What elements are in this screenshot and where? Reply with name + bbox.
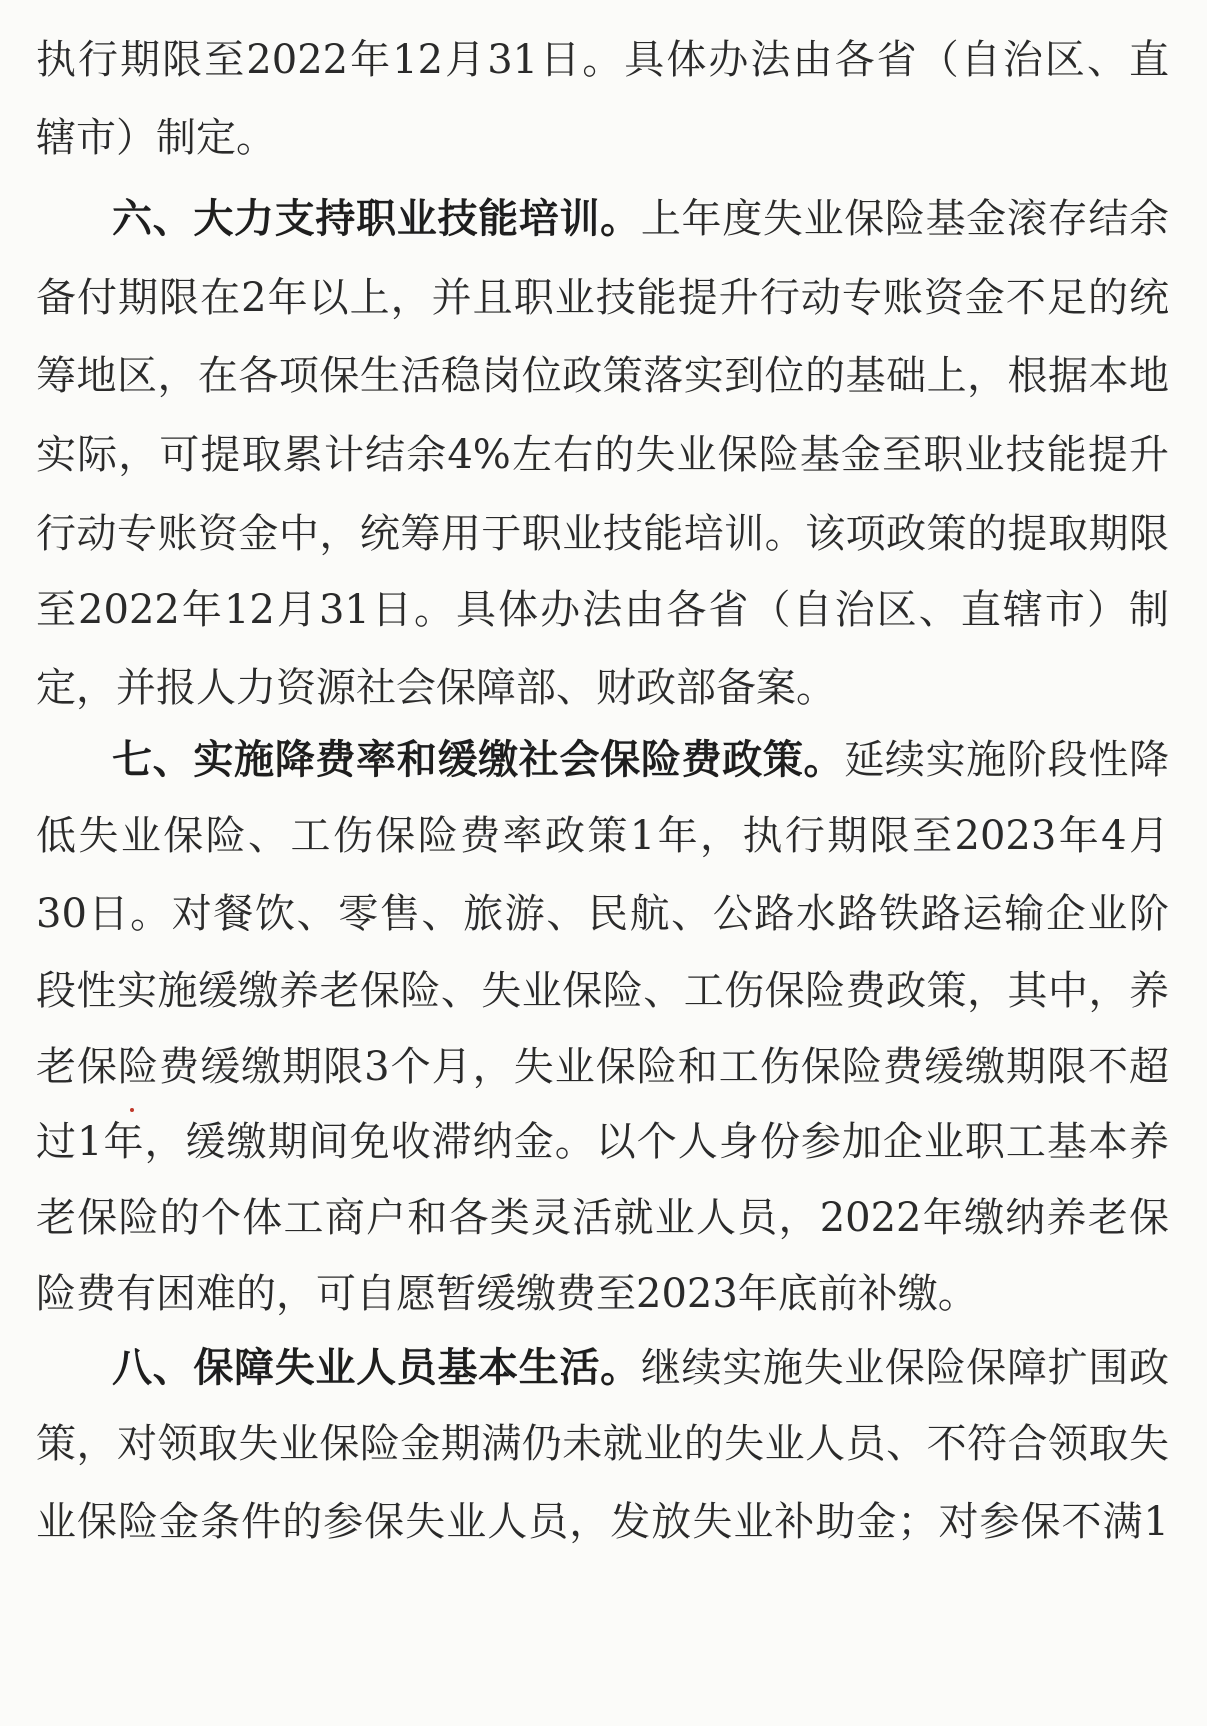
text-line-20: 业保险金条件的参保失业人员，发放失业补助金；对参保不满1 <box>36 1499 1169 1545</box>
ink-speck <box>130 1108 134 1112</box>
section-7-line-1: 七、实施降费率和缓缴社会保险费政策。延续实施阶段性降 <box>112 737 1169 783</box>
text-line-2: 辖市）制定。 <box>36 115 276 161</box>
text-line-16: 老保险的个体工商户和各类灵活就业人员，2022年缴纳养老保 <box>36 1195 1169 1241</box>
text-line-6: 实际，可提取累计结余4%左右的失业保险基金至职业技能提升 <box>36 432 1169 478</box>
text-line-7: 行动专账资金中，统筹用于职业技能培训。该项政策的提取期限 <box>36 511 1169 557</box>
text-line-1: 执行期限至2022年12月31日。具体办法由各省（自治区、直 <box>36 37 1169 83</box>
section-6-heading: 六、大力支持职业技能培训。 <box>112 196 641 242</box>
text-line-12: 30日。对餐饮、零售、旅游、民航、公路水路铁路运输企业阶 <box>36 891 1169 937</box>
section-8-heading: 八、保障失业人员基本生活。 <box>112 1345 641 1391</box>
text-line-15: 过1年，缓缴期间免收滞纳金。以个人身份参加企业职工基本养 <box>36 1119 1169 1165</box>
text-line-13: 段性实施缓缴养老保险、失业保险、工伤保险费政策，其中，养 <box>36 968 1169 1014</box>
text-line-4: 备付期限在2年以上，并且职业技能提升行动专账资金不足的统 <box>36 275 1169 321</box>
text-line-9: 定，并报人力资源社会保障部、财政部备案。 <box>36 665 836 711</box>
text-line-14: 老保险费缓缴期限3个月，失业保险和工伤保险费缓缴期限不超 <box>36 1044 1169 1090</box>
text-line-19: 策，对领取失业保险金期满仍未就业的失业人员、不符合领取失 <box>36 1421 1169 1467</box>
text-line-5: 筹地区，在各项保生活稳岗位政策落实到位的基础上，根据本地 <box>36 353 1169 399</box>
text-line-11: 低失业保险、工伤保险费率政策1年，执行期限至2023年4月 <box>36 813 1169 859</box>
text-line-17: 险费有困难的，可自愿暂缓缴费至2023年底前补缴。 <box>36 1271 978 1317</box>
section-8-line-1: 八、保障失业人员基本生活。继续实施失业保险保障扩围政 <box>112 1345 1169 1391</box>
text-line-8: 至2022年12月31日。具体办法由各省（自治区、直辖市）制 <box>36 587 1169 633</box>
section-7-heading: 七、实施降费率和缓缴社会保险费政策。 <box>112 737 845 783</box>
section-6-line-1: 六、大力支持职业技能培训。上年度失业保险基金滚存结余 <box>112 196 1169 242</box>
